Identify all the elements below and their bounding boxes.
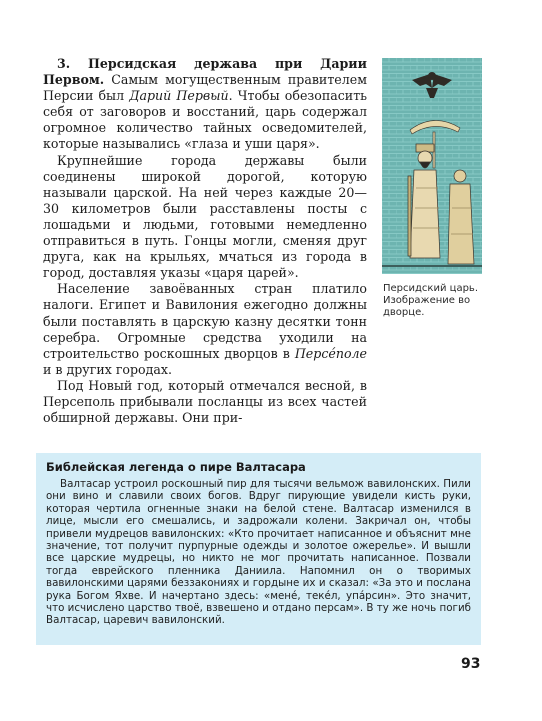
section-paragraph-4: Под Новый год, который отмечался весной, в Персеполь прибывали посланцы из всех частей обширной державы. Они при- <box>43 377 367 426</box>
section-heading: 3. Персидская держава при Дарии Первом. <box>43 56 367 88</box>
figure-caption: Персидский царь. Изображение во дворце. <box>383 283 478 319</box>
relief-illustration <box>382 58 482 274</box>
section-paragraph-2: Крупнейшие города державы были соединены широкой дорогой, которую называли царской. На ней через каждые 20—30 километров были расставлены посты с лошадьми и людьми, готовыми немедленно отправиться в путь. Гонцы могли, сменяя друг друга, как на крыльях, мчаться из города в город, доставляя указы «царя царей». <box>43 152 367 281</box>
attendant-figure <box>448 170 474 264</box>
main-text-column <box>43 56 367 426</box>
legend-text: Валтасар устроил роскошный пир для тысячи вельмож вавилонских. Пили они вино и славили своих богов. Вдруг пирующие увидели кисть руки, которая чертила огненные знаки на белой стене. Валтасар изменился в лице, мысли его смешались, и задрожали колени. Закричал он, чтобы привели мудрецов вавилонских: «Кто прочитает написанное и объяснит мне значение, тот получит пурпурные одежды и золотое ожерелье». И вышли все царские мудрецы, но никто не мог прочитать написанное. Позвали тогда еврейского пленника Даниила. Напомнил он о творимых вавилонскими царями беззакониях и гордыне их и сказал: «За это и послана рука Богом Яхве. И начертано здесь: «менé, текéл, упáрсин». Это значит, что исчислено царство твоё, взвешено и отдано персам». В ту же ночь погиб Валтасар, царевич вавилонский. <box>46 478 471 627</box>
legend-title: Библейская легенда о пире Валтасара <box>46 460 306 474</box>
persian-king-relief-image <box>382 58 482 274</box>
section-paragraph-3: Население завоёванных стран платило налоги. Египет и Вавилония ежегодно должны были поставлять в царскую казну десятки тонн серебра. Огромные средства уходили на строительство роскошных дворцов в Персéполе и в других городах. <box>43 281 367 377</box>
page-number: 93 <box>461 656 481 672</box>
legend-box <box>36 453 481 645</box>
section-paragraph-1: 3. Персидская держава при Дарии Первом. Самым могущественным правителем Персии был Дарий Первый. Чтобы обезопасить себя от заговоров и восстаний, царь содержал огромное количество тайных осведомителей, которые назывались «глаза и уши царя». <box>43 56 368 152</box>
